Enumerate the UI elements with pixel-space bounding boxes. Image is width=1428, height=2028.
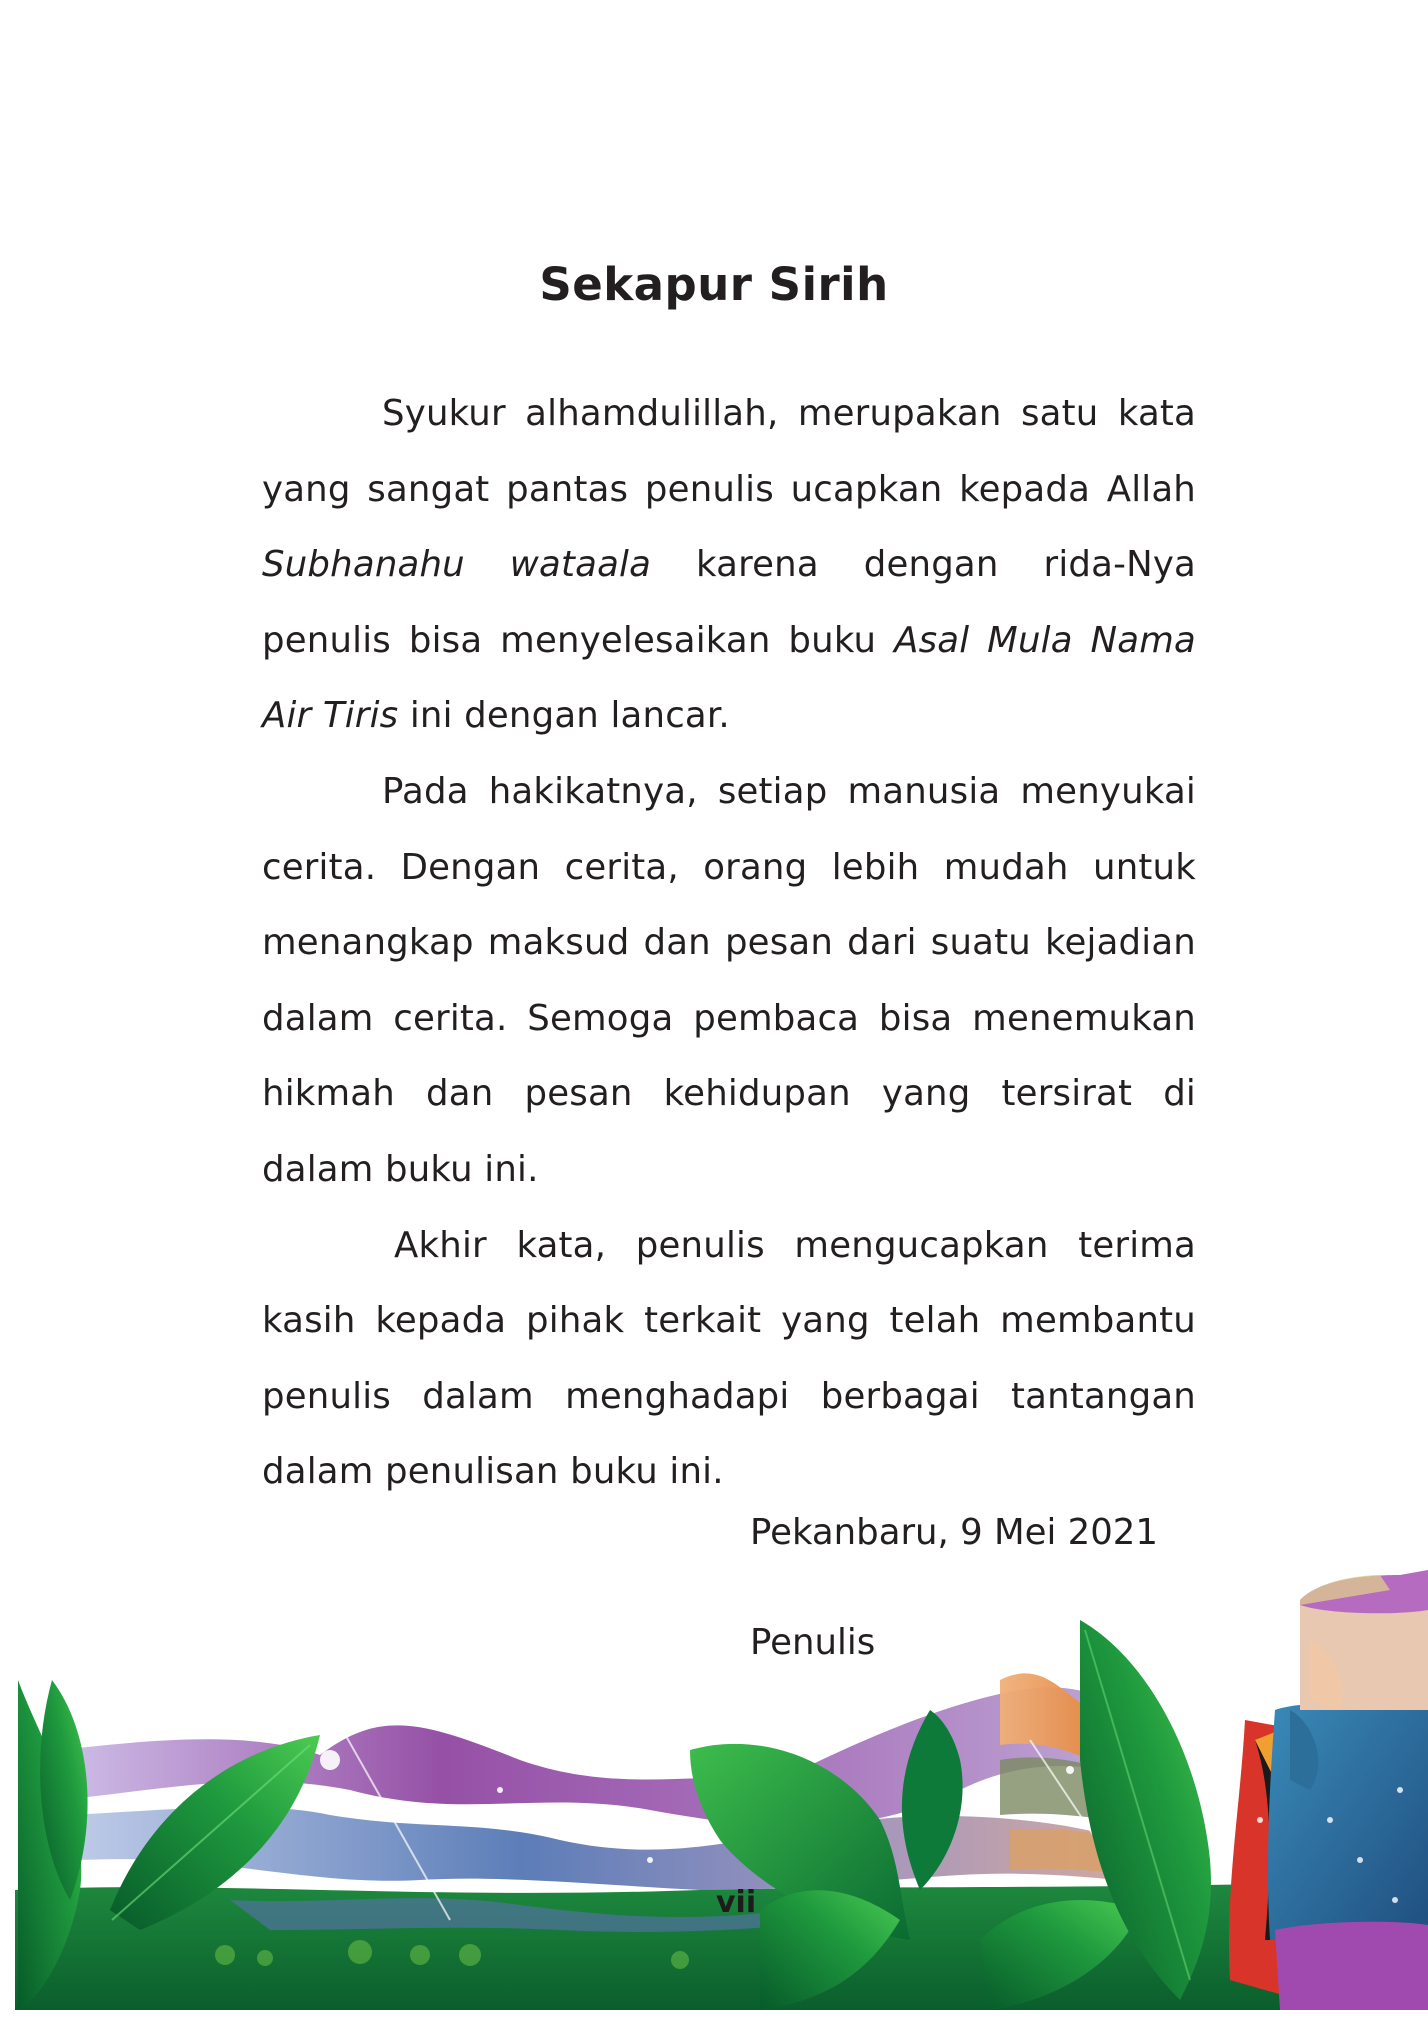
text-segment: ini dengan lancar. [398, 695, 730, 737]
paragraph-1 [262, 376, 1196, 754]
text-segment: karena dengan rida-Nya penulis bisa menyelesaikan buku [262, 544, 1196, 661]
italic-term: Subhanahu wataala [262, 544, 652, 586]
text-segment: Syukur alhamdulillah, merupakan satu kata yang sangat pantas penulis ucapkan kepada Allah [262, 393, 1196, 510]
text-segment: Pada hakikatnya, setiap manusia menyukai cerita. Dengan cerita, orang lebih mudah untuk menangkap maksud dan pesan dari suatu kejadian dalam cerita. Semoga pembaca bisa menemukan hikmah dan pesan kehidupan yang tersirat di dalam buku ini. [262, 770, 1196, 1190]
paragraph-2 [262, 754, 1196, 1208]
text-segment: Akhir kata, penulis mengucapkan terima kasih kepada pihak terkait yang telah membantu penulis dalam menghadapi berbagai tantangan dalam penulisan buku ini. [262, 1224, 1196, 1493]
page-number: vii [716, 1885, 757, 1920]
paragraph-3 [262, 1208, 1196, 1510]
signature: Penulis [750, 1622, 876, 1663]
place-date: Pekanbaru, 9 Mei 2021 [750, 1512, 1158, 1553]
body-text [262, 376, 1196, 1510]
book-title: Asal Mula Nama Air Tiris [262, 619, 1196, 737]
page-title: Sekapur Sirih [539, 258, 889, 311]
character-figure [1229, 1570, 1428, 2010]
footer-illustration [0, 1560, 1428, 2028]
